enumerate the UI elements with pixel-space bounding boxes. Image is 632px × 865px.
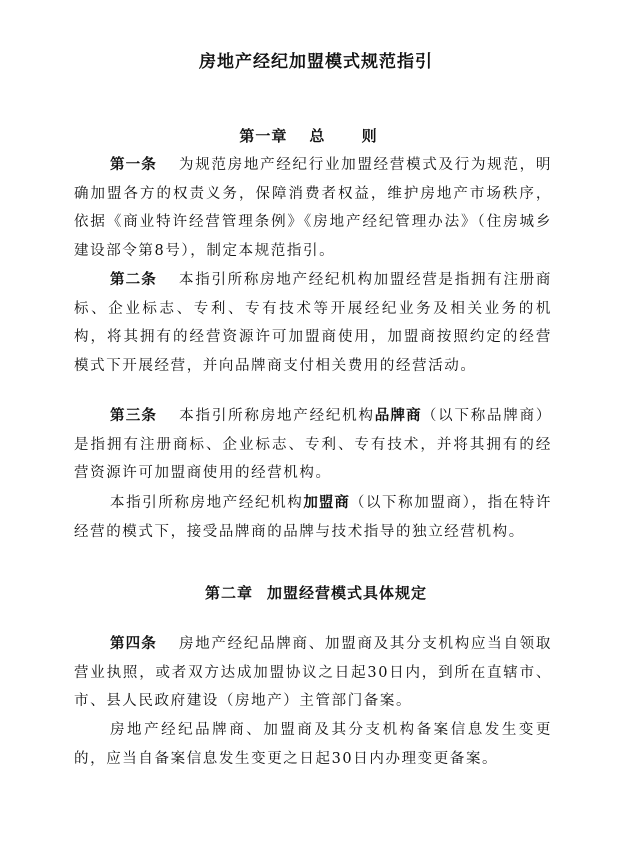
article-3-paragraph-2 <box>74 489 552 546</box>
article-3-term: 品牌商 <box>374 408 422 424</box>
article-4 <box>74 630 552 716</box>
article-4b-text: 房地产经纪品牌商、加盟商及其分支机构备案信息发生变更的，应当自备案信息发生变更之日起30日内办理变更备案。 <box>74 722 552 767</box>
article-4-label: 第四条 <box>110 636 157 652</box>
article-4-paragraph-2 <box>74 716 552 773</box>
article-1-label: 第一条 <box>110 157 157 173</box>
article-3 <box>74 402 552 488</box>
article-4-text: 房地产经纪品牌商、加盟商及其分支机构应当自领取营业执照，或者双方达成加盟协议之日起30日内，到所在直辖市、市、县人民政府建设（房地产）主管部门备案。 <box>74 636 552 709</box>
document-title: 房地产经纪加盟模式规范指引 <box>199 52 433 72</box>
chapter-1-heading <box>0 124 632 148</box>
article-3b-text-after: （以下称加盟商），指在特许经营的模式下，接受品牌商的品牌与技术指导的独立经营机构。 <box>74 495 552 540</box>
article-2 <box>74 266 552 380</box>
article-3-text-after: （以下称品牌商）是指拥有注册商标、企业标志、专利、专有技术，并将其拥有的经营资源许可加盟商使用的经营机构。 <box>74 408 553 481</box>
chapter-2-number: 第二章 <box>204 584 253 602</box>
article-1 <box>74 151 552 265</box>
article-3b-term: 加盟商 <box>303 495 350 511</box>
article-3-text-before: 本指引所称房地产经纪机构 <box>179 408 375 424</box>
article-2-label: 第二条 <box>110 272 157 288</box>
chapter-2-heading <box>0 581 632 605</box>
article-3b-text-before: 本指引所称房地产经纪机构 <box>110 495 304 511</box>
chapter-2-name: 加盟经营模式具体规定 <box>267 584 428 602</box>
article-2-text: 本指引所称房地产经纪机构加盟经营是指拥有注册商标、企业标志、专利、专有技术等开展经纪业务及相关业务的机构，将其拥有的经营资源许可加盟商使用，加盟商按照约定的经营模式下开展经营，并向品牌商支付相关费用的经营活动。 <box>74 272 552 374</box>
article-3-label: 第三条 <box>110 408 158 424</box>
chapter-1-name: 总 则 <box>309 127 393 145</box>
article-1-text: 为规范房地产经纪行业加盟经营模式及行为规范，明确加盟各方的权责义务，保障消费者权益，维护房地产市场秩序，依据《商业特许经营管理条例》《房地产经纪管理办法》（住房城乡建设部令第8号），制定本规范指引。 <box>74 157 552 259</box>
chapter-1-number: 第一章 <box>239 127 288 145</box>
